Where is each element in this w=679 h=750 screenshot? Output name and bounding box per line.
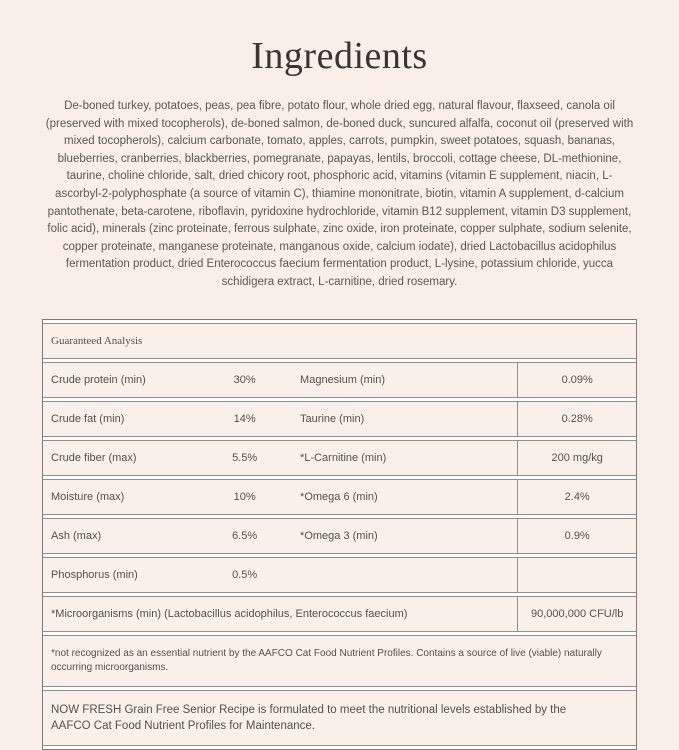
ingredients-paragraph: De-boned turkey, potatoes, peas, pea fibre, potato flour, whole dried egg, natural flavour, flaxseed, canola oil (preserved with mixed tocopherols), de-boned salmon, de-boned duck, suncured alfalfa, coconut oil (preserved with mixed tocopherols), calcium carbonate, tomato, apples, carrots, pumpkin, sweet potatoes, squash, bananas, blueberries, cranberries, blackberries, pomegranate, papayas, lentils, broccoli, cottage cheese, DL-methionine, taurine, choline chloride, salt, dried chicory root, phosphoric acid, vitamins (vitamin E supplement, niacin, L-ascorbyl-2-polyphosphate (a source of vitamin C), thiamine mononitrate, biotin, vitamin A supplement, d-calcium pantothenate, beta-carotene, riboflavin, pyridoxine hydrochloride, vitamin B12 supplement, vitamin D3 supplement, folic acid), minerals (zinc proteinate, ferrous sulphate, zinc oxide, iron proteinate, copper sulphate, sodium selenite, copper proteinate, manganese proteinate, manganous oxide, calcium iodate), dried Lactobacillus acidophilus fermentation product, dried Enterococcus faecium fermentation product, L-lysine, potassium chloride, yucca schidigera extract, L-carnitine, dried rosemary. (45, 100, 634, 288)
nutrient-label: Moisture (max) (43, 479, 197, 515)
nutrient-label: Phosphorus (min) (43, 557, 197, 593)
footnote-asterisk: *not recognized as an essential nutrient by the AAFCO Cat Food Nutrient Profiles. Contains a source of live (viable) naturally occurring microorganisms. (51, 647, 602, 673)
nutrient-value: 200 mg/kg (517, 440, 636, 476)
footnote-row (43, 690, 636, 746)
nutrient-label: Crude fiber (max) (43, 440, 197, 476)
analysis-row (43, 362, 636, 398)
nutrient-value: 5.5% (197, 440, 292, 476)
analysis-title: Guaranteed Analysis (43, 323, 636, 359)
nutrient-value: 0.28% (517, 401, 636, 437)
microorganisms-row (43, 596, 636, 632)
nutrient-value: 0.9% (517, 518, 636, 554)
microorganisms-value: 90,000,000 CFU/lb (517, 596, 636, 632)
nutrient-value (517, 557, 636, 593)
footnote-aafco: NOW FRESH Grain Free Senior Recipe is formulated to meet the nutritional levels established by the AAFCO Cat Food Nutrient Profiles for Maintenance. (51, 703, 567, 732)
nutrient-value: 0.09% (517, 362, 636, 398)
nutrient-label: *Omega 6 (min) (292, 479, 517, 515)
analysis-row (43, 401, 636, 437)
nutrient-label: *Omega 3 (min) (292, 518, 517, 554)
nutrient-value: 6.5% (197, 518, 292, 554)
nutrient-label: Crude protein (min) (43, 362, 197, 398)
analysis-header-row (43, 323, 636, 359)
nutrient-value: 30% (197, 362, 292, 398)
microorganisms-label: *Microorganisms (min) (Lactobacillus acidophilus, Enterococcus faecium) (43, 596, 517, 632)
nutrient-value: 14% (197, 401, 292, 437)
analysis-row (43, 479, 636, 515)
analysis-row (43, 557, 636, 593)
nutrient-value: 2.4% (517, 479, 636, 515)
nutrient-label: Ash (max) (43, 518, 197, 554)
nutrient-label: *L-Carnitine (min) (292, 440, 517, 476)
nutrient-label: Magnesium (min) (292, 362, 517, 398)
nutrient-label (292, 557, 517, 593)
nutrient-label: Crude fat (min) (43, 401, 197, 437)
analysis-row (43, 518, 636, 554)
nutrient-value: 10% (197, 479, 292, 515)
nutrient-value: 0.5% (197, 557, 292, 593)
guaranteed-analysis-table (42, 319, 637, 750)
nutrient-label: Taurine (min) (292, 401, 517, 437)
page-title: Ingredients (251, 35, 428, 77)
analysis-row (43, 440, 636, 476)
